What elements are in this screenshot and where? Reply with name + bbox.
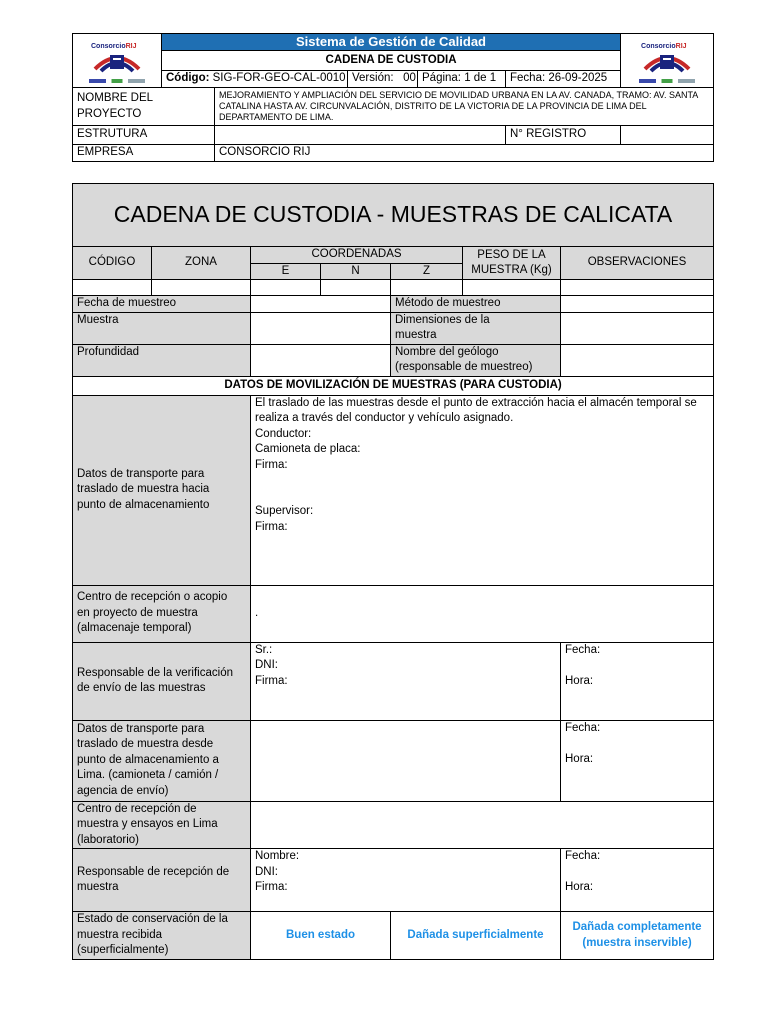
supervisor-label: Supervisor: — [255, 505, 314, 517]
supervisor-signature-label: Firma: — [255, 520, 288, 533]
transport1-label: Datos de transporte para traslado de muestra hacia punto de almacenamiento — [73, 395, 251, 585]
doc-date: Fecha: 26-09-2025 — [506, 71, 621, 88]
reception-center-label: Centro de recepción o acopio en proyecto de muestra (almacenaje temporal) — [73, 585, 251, 642]
custody-form — [72, 183, 714, 960]
col-observations: OBSERVACIONES — [561, 247, 714, 280]
sample-dims-value[interactable] — [561, 312, 714, 344]
depth-label: Profundidad — [73, 344, 251, 376]
cell-z[interactable] — [391, 280, 463, 296]
sample-label: Muestra — [73, 312, 251, 344]
conservation-label: Estado de conservación de la muestra recibida (superficialmente) — [73, 912, 251, 960]
sample-value[interactable] — [251, 312, 391, 344]
doc-page: Página: 1 de 1 — [418, 71, 506, 88]
driver-label: Conductor: — [255, 427, 312, 440]
sample-method-value[interactable] — [561, 296, 714, 313]
logo-brand-right: ConsorcioRIJ — [641, 42, 687, 50]
col-weight: PESO DE LA MUESTRA (Kg) — [463, 247, 561, 280]
project-value: MEJORAMIENTO Y AMPLIACIÓN DEL SERVICIO DE MOVILIDAD URBANA EN LA AV. CANADA, TRAMO: AV. SANTA CATALINA HASTA AV. CIRCUNVALACIÓN, DISTRITO DE LA VICTORIA DE LA PROVINCIA DE LIMA DEL DEPARTAMENTO DE LIMA. — [215, 88, 714, 126]
table-row — [73, 280, 714, 296]
driver-signature-label: Firma: — [255, 458, 288, 471]
verification-details[interactable]: Sr.: DNI: Firma: — [251, 642, 561, 720]
col-n: N — [321, 263, 391, 280]
plate-label: Camioneta de placa: — [255, 443, 361, 455]
reception-center-value[interactable]: . — [251, 585, 714, 642]
col-z: Z — [391, 263, 463, 280]
lab-center-label: Centro de recepción de muestra y ensayos en Lima (laboratorio) — [73, 801, 251, 849]
geologist-value[interactable] — [561, 344, 714, 376]
cell-n[interactable] — [321, 280, 391, 296]
sample-date-value[interactable] — [251, 296, 391, 313]
project-label: NOMBRE DEL PROYECTO — [73, 88, 215, 126]
transport1-details[interactable]: El traslado de las muestras desde el punto de extracción hacia el almacén temporal se realiza a través del conductor y vehículo asignado. Conductor: Camioneta de placa: Firma: Supervisor: Firma: — [251, 395, 714, 585]
company-value: CONSORCIO RIJ — [215, 145, 714, 162]
transport2-datetime[interactable]: Fecha: Hora: — [561, 720, 714, 801]
company-logo-right — [635, 39, 699, 83]
reception-resp-label: Responsable de recepción de muestra — [73, 849, 251, 912]
logo-brand: ConsorcioRIJ — [91, 42, 137, 50]
doc-code: Código: SIG-FOR-GEO-CAL-0010 — [162, 71, 348, 88]
registry-label: N° REGISTRO — [506, 126, 621, 145]
mobilization-title: DATOS DE MOVILIZACIÓN DE MUESTRAS (PARA CUSTODIA) — [73, 376, 714, 395]
col-zone: ZONA — [152, 247, 251, 280]
reception-resp-datetime[interactable]: Fecha: Hora: — [561, 849, 714, 912]
cell-code[interactable] — [73, 280, 152, 296]
status-complete-damage-option[interactable]: Dañada completamente (muestra inservible) — [561, 912, 714, 960]
cell-e[interactable] — [251, 280, 321, 296]
lab-center-value[interactable] — [251, 801, 714, 849]
doc-version: Versión: 00 — [348, 71, 418, 88]
sample-dims-label: Dimensiones de la muestra — [391, 312, 561, 344]
header-table — [72, 33, 714, 162]
cell-weight[interactable] — [463, 280, 561, 296]
structure-label: ESTRUTURA — [73, 126, 215, 145]
verification-label: Responsable de la verificación de envío de las muestras — [73, 642, 251, 720]
cell-zone[interactable] — [152, 280, 251, 296]
status-surface-damage-option[interactable]: Dañada superficialmente — [391, 912, 561, 960]
transport2-label: Datos de transporte para traslado de muestra desde punto de almacenamiento a Lima. (camioneta / camión / agencia de envío) — [73, 720, 251, 801]
company-label: EMPRESA — [73, 145, 215, 162]
transport2-details[interactable] — [251, 720, 561, 801]
logo-partners-strip — [89, 79, 145, 83]
form-title: CADENA DE CUSTODIA - MUESTRAS DE CALICATA — [73, 184, 714, 247]
structure-value[interactable] — [215, 126, 506, 145]
col-code: CÓDIGO — [73, 247, 152, 280]
system-title: Sistema de Gestión de Calidad — [162, 34, 621, 51]
status-good-option[interactable]: Buen estado — [251, 912, 391, 960]
cell-observations[interactable] — [561, 280, 714, 296]
geologist-label: Nombre del geólogo (responsable de muestreo) — [391, 344, 561, 376]
left-logo-cell — [73, 34, 162, 88]
col-coords: COORDENADAS — [251, 247, 463, 264]
road-logo-icon — [93, 45, 141, 75]
road-logo-icon-right — [643, 45, 691, 75]
registry-value[interactable] — [621, 126, 714, 145]
depth-value[interactable] — [251, 344, 391, 376]
col-e: E — [251, 263, 321, 280]
sample-method-label: Método de muestreo — [391, 296, 561, 313]
right-logo-cell — [621, 34, 714, 88]
sample-date-label: Fecha de muestreo — [73, 296, 251, 313]
logo-partners-strip-right — [639, 79, 695, 83]
verification-datetime[interactable]: Fecha: Hora: — [561, 642, 714, 720]
company-logo — [85, 39, 149, 83]
reception-resp-details[interactable]: Nombre: DNI: Firma: — [251, 849, 561, 912]
doc-title: CADENA DE CUSTODIA — [162, 51, 621, 71]
